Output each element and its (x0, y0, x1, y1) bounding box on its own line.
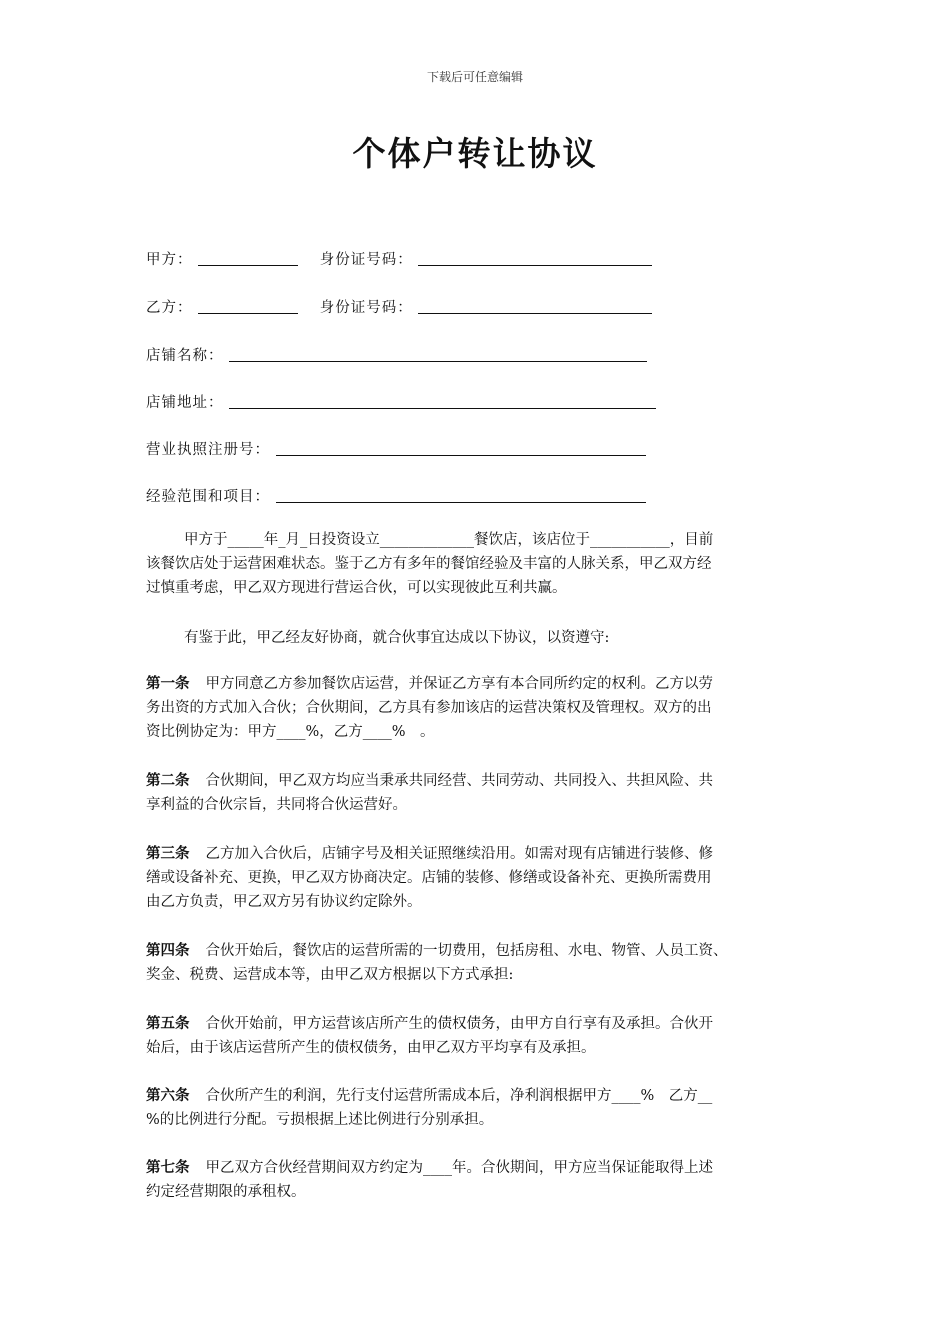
intro-line: 甲方于_____年_月_日投资设立_____________餐饮店，该店位于___________，目前 (184, 532, 714, 548)
article-line: 乙方加入合伙后，店铺字号及相关证照继续沿用。如需对现有店铺进行装修、修 (205, 846, 713, 862)
party-a-id-label: 身份证号码： (319, 252, 413, 268)
scope-label: 经验范围和项目： (146, 489, 270, 505)
party-a-id-blank[interactable] (418, 251, 652, 267)
article-line: 由乙方负责，甲乙双方另有协议约定除外。 (146, 894, 422, 910)
document-title: 个体户转让协议 (352, 134, 598, 173)
article-1 (146, 672, 806, 744)
intro-line: 该餐饮店处于运营困难状态。鉴于乙方有多年的餐馆经验及丰富的人脉关系，甲乙双方经 (146, 556, 712, 572)
scope-blank[interactable] (276, 488, 646, 504)
page-header-note: 下载后可任意编辑 (426, 70, 523, 84)
article-line: 甲方同意乙方参加餐饮店运营，并保证乙方享有本合同所约定的权利。乙方以劳 (205, 676, 713, 692)
article-label: 第六条 (146, 1087, 190, 1104)
preamble-paragraph (146, 626, 806, 650)
article-7 (146, 1156, 806, 1204)
article-line: 约定经营期限的承租权。 (146, 1184, 306, 1200)
shop-address-row (146, 391, 656, 412)
article-5 (146, 1012, 806, 1060)
party-b-id-label: 身份证号码： (319, 300, 413, 316)
article-label: 第二条 (146, 772, 190, 789)
article-label: 第一条 (146, 675, 190, 692)
shop-address-blank[interactable] (229, 394, 656, 410)
article-label: 第七条 (146, 1159, 190, 1176)
article-label: 第三条 (146, 845, 190, 862)
article-line: 合伙所产生的利润，先行支付运营所需成本后，净利润根据甲方____% 乙方__ (205, 1088, 713, 1104)
shop-name-row (146, 344, 647, 365)
article-line: 甲乙双方合伙经营期间双方约定为____年。合伙期间，甲方应当保证能取得上述 (205, 1160, 713, 1176)
article-3 (146, 842, 806, 914)
party-b-label: 乙方： (146, 300, 193, 316)
scope-row (146, 485, 646, 506)
license-row (146, 438, 646, 459)
intro-paragraph (146, 528, 806, 600)
shop-name-label: 店铺名称： (146, 348, 224, 364)
article-line: 享利益的合伙宗旨，共同将合伙运营好。 (146, 797, 407, 813)
article-line: %的比例进行分配。亏损根据上述比例进行分别承担。 (146, 1112, 494, 1128)
article-line: 资比例协定为：甲方____%，乙方____% 。 (146, 724, 435, 740)
party-a-blank[interactable] (198, 251, 298, 267)
article-6 (146, 1084, 806, 1132)
article-line: 合伙开始后，餐饮店的运营所需的一切费用，包括房租、水电、物管、人员工资、 (205, 943, 728, 959)
license-blank[interactable] (276, 441, 646, 457)
article-4 (146, 939, 806, 987)
preamble-line: 有鉴于此，甲乙经友好协商，就合伙事宜达成以下协议，以资遵守: (184, 630, 610, 646)
intro-line: 过慎重考虑，甲乙双方现进行营运合伙，可以实现彼此互利共赢。 (146, 580, 567, 596)
article-label: 第四条 (146, 942, 190, 959)
party-b-blank[interactable] (198, 299, 298, 315)
article-label: 第五条 (146, 1015, 190, 1032)
article-line: 缮或设备补充、更换，甲乙双方协商决定。店铺的装修、修缮或设备补充、更换所需费用 (146, 870, 712, 886)
article-line: 合伙开始前，甲方运营该店所产生的债权债务，由甲方自行享有及承担。合伙开 (205, 1016, 713, 1032)
shop-name-blank[interactable] (229, 347, 647, 363)
article-line: 务出资的方式加入合伙；合伙期间，乙方具有参加该店的运营决策权及管理权。双方的出 (146, 700, 712, 716)
party-a-label: 甲方： (146, 252, 193, 268)
article-2 (146, 769, 806, 817)
article-line: 始后，由于该店运营所产生的债权债务，由甲乙双方平均享有及承担。 (146, 1040, 596, 1056)
shop-address-label: 店铺地址： (146, 395, 224, 411)
party-b-row (146, 296, 652, 317)
party-b-id-blank[interactable] (418, 299, 652, 315)
article-line: 奖金、税费、运营成本等，由甲乙双方根据以下方式承担: (146, 967, 514, 983)
license-label: 营业执照注册号： (146, 442, 270, 458)
party-a-row (146, 248, 652, 269)
article-line: 合伙期间，甲乙双方均应当秉承共同经营、共同劳动、共同投入、共担风险、共 (205, 773, 713, 789)
